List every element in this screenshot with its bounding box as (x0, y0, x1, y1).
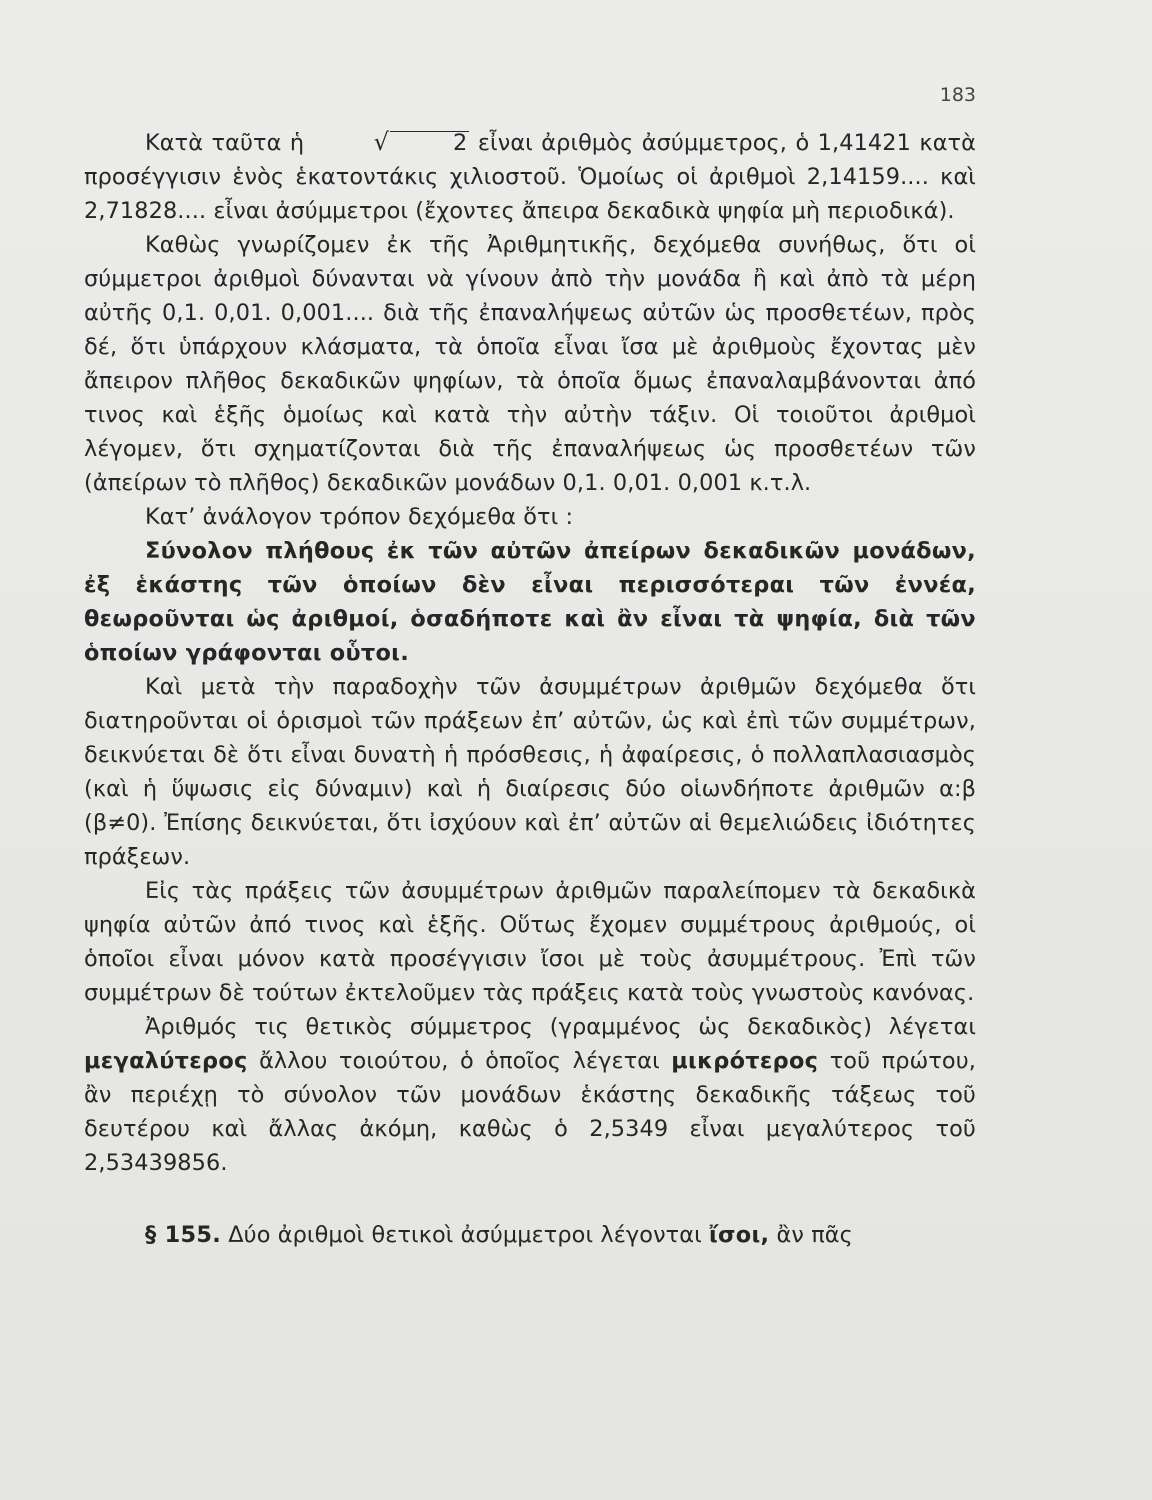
section-label: § 155. (145, 1222, 222, 1248)
term-smaller: μικρότερος (671, 1048, 819, 1074)
paragraph-5: Καὶ μετὰ τὴν παραδοχὴν τῶν ἀσυμμέτρων ἀριθμῶν δεχόμεθα ὅτι διατηροῦνται οἱ ὁρισμοὶ τῶν πράξεων ἐπ’ αὐτῶν, ὡς καὶ ἐπὶ τῶν συμμέτρων, δεικνύεται δὲ ὅτι εἶναι δυνατὴ ἡ πρόσθεσις, ἡ ἀφαίρεσις, ὁ πολλαπλασιασμὸς (καὶ ἡ ὕψωσις εἰς δύναμιν) καὶ ἡ διαίρεσις δύο οἱωνδήποτε ἀριθμῶν α:β (β≠0). Ἐπίσης δεικνύεται, ὅτι ἰσχύουν καὶ ἐπ’ αὐτῶν αἱ θεμελιώδεις ἰδιότητες πράξεων. (84, 674, 976, 870)
body-text (84, 125, 976, 1252)
paragraph-2: Καθὼς γνωρίζομεν ἐκ τῆς Ἀριθμητικῆς, δεχόμεθα συνήθως, ὅτι οἱ σύμμετροι ἀριθμοὶ δύνανται νὰ γίνουν ἀπὸ τὴν μονάδα ἢ καὶ ἀπὸ τὰ μέρη αὐτῆς 0,1. 0,01. 0,001.... διὰ τῆς ἐπαναλήψεως αὐτῶν ὡς προσθετέων, πρὸς δέ, ὅτι ὑπάρχουν κλάσματα, τὰ ὁποῖα εἶναι ἴσα μὲ ἀριθμοὺς ἔχοντας μὲν ἄπειρον πλῆθος δεκαδικῶν ψηφίων, τὰ ὁποῖα ὅμως ἐπαναλαμβάνονται ἀπό τινος καὶ ἑξῆς ὁμοίως καὶ κατὰ τὴν αὐτὴν τάξιν. Οἱ τοιοῦτοι ἀριθμοὶ λέγομεν, ὅτι σχηματίζονται διὰ τῆς ἐπαναλήψεως ὡς προσθετέων τῶν (ἀπείρων τὸ πλῆθος) δεκαδικῶν μονάδων 0,1. 0,01. 0,001 κ.τ.λ. (84, 232, 976, 496)
sqrt-expression (313, 125, 470, 160)
p7-text-c: τοῦ πρώτου, ἂν περιέχῃ τὸ σύνολον τῶν μονάδων ἑκάστης δεκαδικῆς τάξεως τοῦ δευτέρου καὶ ἄλλας ἀκόμη, καθὼς ὁ 2,5349 εἶναι μεγαλύτερος τοῦ 2,53439856. (84, 1048, 977, 1176)
paragraph-4-statement: Σύνολον πλήθους ἐκ τῶν αὐτῶν ἀπείρων δεκαδικῶν μονάδων, ἐξ ἑκάστης τῶν ὁποίων δὲν εἶναι περισσότεραι τῶν ἐννέα, θεωροῦνται ὡς ἀριθμοί, ὁσαδήποτε καὶ ἂν εἶναι τὰ ψηφία, διὰ τῶν ὁποίων γράφονται οὗτοι. (84, 538, 976, 666)
p8-text-b: ἂν πᾶς (769, 1222, 853, 1248)
paragraph-7 (84, 1010, 976, 1180)
paragraph-6: Εἰς τὰς πράξεις τῶν ἀσυμμέτρων ἀριθμῶν παραλείπομεν τὰ δεκαδικὰ ψηφία αὐτῶν ἀπό τινος καὶ ἑξῆς. Οὕτως ἔχομεν συμμέτρους ἀριθμούς, οἱ ὁποῖοι εἶναι μόνον κατὰ προσέγγισιν ἴσοι μὲ τοὺς ἀσυμμέτρους. Ἐπὶ τῶν συμμέτρων δὲ τούτων ἐκτελοῦμεν τὰς πράξεις κατὰ τοὺς γνωστοὺς κανόνας. (84, 878, 976, 1006)
paragraph-8-section-155 (84, 1218, 976, 1252)
p7-text-b: ἄλλου τοιούτου, ὁ ὁποῖος λέγεται (247, 1048, 672, 1074)
term-greater: μεγαλύτερος (84, 1048, 248, 1074)
paragraph-1 (84, 125, 976, 228)
sqrt-argument: 2 (390, 131, 469, 154)
term-equal: ἴσοι, (709, 1222, 770, 1248)
p1-text-a: Κατὰ ταῦτα ἡ (145, 130, 313, 156)
radical-sign-icon: √ (373, 128, 390, 156)
p1-text-b: εἶναι ἀριθμὸς ἀσύμμετρος, ὁ 1,41421 κατὰ προσέγγισιν ἑνὸς ἑκατοντάκις χιλιοστοῦ. Ὁμοίως οἱ ἀριθμοὶ 2,14159.... καὶ 2,71828.... εἶναι ἀσύμμετροι (ἔχοντες ἄπειρα δεκαδικὰ ψηφία μὴ περιοδικά). (84, 130, 976, 224)
page-number: 183 (939, 84, 976, 106)
p7-text-a: Ἀριθμός τις θετικὸς σύμμετρος (γραμμένος ὡς δεκαδικὸς) λέγεται (145, 1014, 976, 1040)
paragraph-3: Κατ’ ἀνάλογον τρόπον δεχόμεθα ὅτι : (145, 504, 574, 530)
p8-text-a: Δύο ἀριθμοὶ θετικοὶ ἀσύμμετροι λέγονται (221, 1222, 710, 1248)
